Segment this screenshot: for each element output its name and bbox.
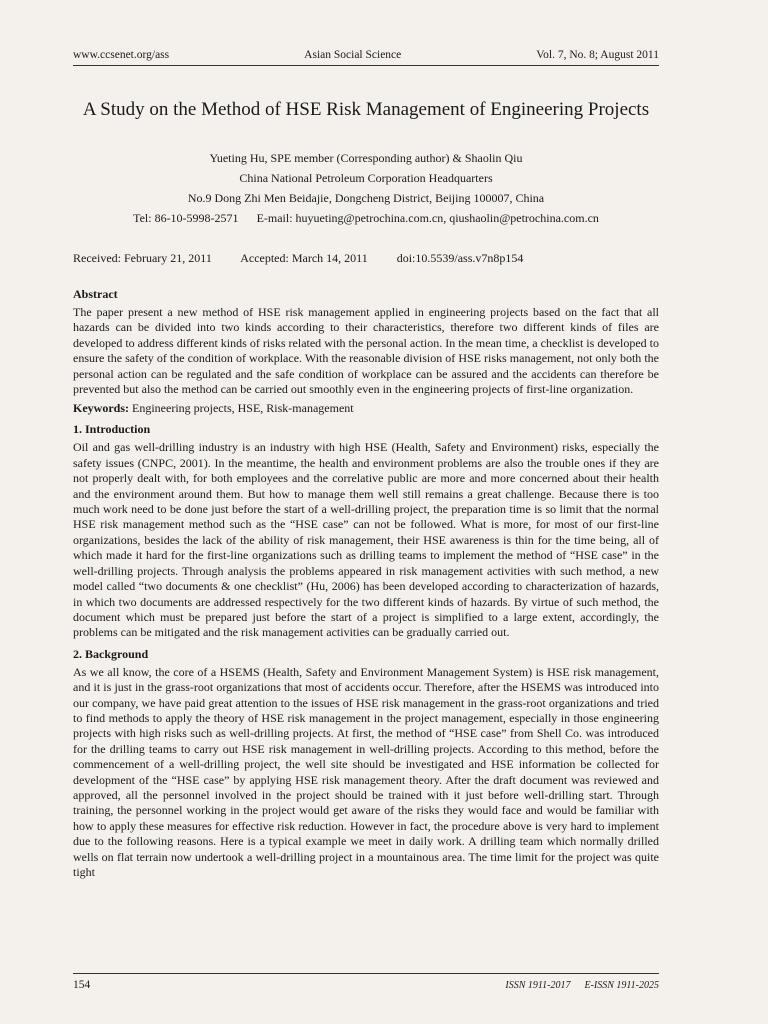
keywords (73, 400, 659, 416)
section-text-background: As we all know, the core of a HSEMS (Health, Safety and Environment Management System) is HSE risk management, and it is just in the grass-root organizations that most of accidents occur. Therefore, after the HSEMS was introduced into our company, we have paid great attention to the issues of HSE risk management in the grass-root organizations and tried to find methods to apply the theory of HSE risk management in the project management, especially in those engineering projects with high risks such as well-drilling projects. At first, the method of “HSE case” from Shell Co. was introduced for the drilling teams to carry out HSE risk management in well-drilling projects. According to this method, before the commencement of a well-drilling project, the well site should be investigated and HSE information be collected for development of the “HSE case” by applying HSE risk management theory. After the draft document was reviewed and approved, all the personnel involved in the project should be trained with it just before well-drilling start. Through training, the personnel working in the project would get aware of the risks they would face and would be familiar with how to apply these measures for effective risk reduction. However in fact, the procedure above is very hard to implement due to the following reasons. Here is a typical example we meet in daily work. A drilling team which normally drilled wells on flat terrain now undertook a well-drilling project in a mountainous area. The time limit for the project was quite tight (73, 664, 659, 879)
page-number: 154 (73, 979, 91, 991)
journal-website[interactable]: www.ccsenet.org/ass (73, 49, 170, 61)
issn-block (505, 980, 659, 991)
author-affiliation: China National Petroleum Corporation Headquarters (239, 171, 493, 185)
keywords-text: Engineering projects, HSE, Risk-management (132, 401, 354, 416)
journal-name: Asian Social Science (304, 49, 402, 61)
footer-rule (73, 973, 659, 974)
author-block (73, 148, 659, 228)
paper-title: A Study on the Method of HSE Risk Management of Engineering Projects (82, 99, 650, 120)
section-text-introduction: Oil and gas well-drilling industry is an industry with high HSE (Health, Safety and Environment) risks, especially the safety issues (CNPC, 2001). In the meantime, the health and environment problems are also the trouble ones if they are not properly dealt with, for both employees and the correlative public are more and more concerned about their health and the environment around them. But how to manage them well still remains a great challenge. Because there is too much work need to be done just before the start of a well-drilling project, the preparation time is so limit that the normal HSE risk management method such as the “HSE case” can not be followed. What is more, for most of our first-line organizations, besides the lack of the ability of risk management, their HSE awareness is thin for the time being, all of which made it hard for the first-line organizations such as drilling teams to implement the method of “HSE case” in the well-drilling projects. Through analysis the problems appeared in risk management activities with such method, a new model called “two documents & one checklist” (Hu, 2006) has been developed according to characterization of hazards, in which two documents are addressed respectively for the two different kinds of hazards. By virtue of such method, the document which must be prepared just before the start of a project is simplified to a large extent, accordingly, the problems can be mitigated and the risk management activities can be gradually carried out. (73, 440, 659, 640)
author-email[interactable]: E-mail: huyueting@petrochina.com.cn, qiushaolin@petrochina.com.cn (256, 211, 599, 225)
journal-volume: Vol. 7, No. 8; August 2011 (536, 49, 659, 61)
page-footer (73, 979, 659, 991)
abstract-heading: Abstract (73, 287, 118, 301)
received-date: Received: February 21, 2011 (73, 251, 212, 265)
header-rule (73, 65, 659, 66)
doi[interactable]: doi:10.5539/ass.v7n8p154 (396, 251, 524, 265)
eissn: E-ISSN 1911-2025 (584, 980, 659, 991)
publication-dates (73, 251, 659, 266)
author-address: No.9 Dong Zhi Men Beidajie, Dongcheng District, Beijing 100007, China (187, 191, 545, 205)
section-heading-background: 2. Background (73, 646, 149, 661)
section-heading-introduction: 1. Introduction (73, 422, 151, 437)
abstract-text: The paper present a new method of HSE risk management applied in engineering projects based on the fact that all hazards can be divided into two kinds according to their characteristics, therefore two different kinds of files are developed to address different kinds of risks related with the personal action. In the mean time, a checklist is developed to ensure the safety of the condition of workplace. With the reasonable division of HSE risks management, not only both the personal action can be regulated and the safe condition of workplace can be assured and the accidents can therefore be prevented but also the method can be carried out smoothly even in the engineering projects of first-line organization. (73, 305, 659, 397)
issn: ISSN 1911-2017 (505, 980, 571, 991)
keywords-label: Keywords: (73, 401, 129, 416)
accepted-date: Accepted: March 14, 2011 (240, 251, 368, 265)
author-contact (73, 208, 659, 228)
running-header (73, 0, 659, 61)
author-tel: Tel: 86-10-5998-2571 (133, 211, 239, 225)
author-names: Yueting Hu, SPE member (Corresponding author) & Shaolin Qiu (209, 151, 523, 165)
